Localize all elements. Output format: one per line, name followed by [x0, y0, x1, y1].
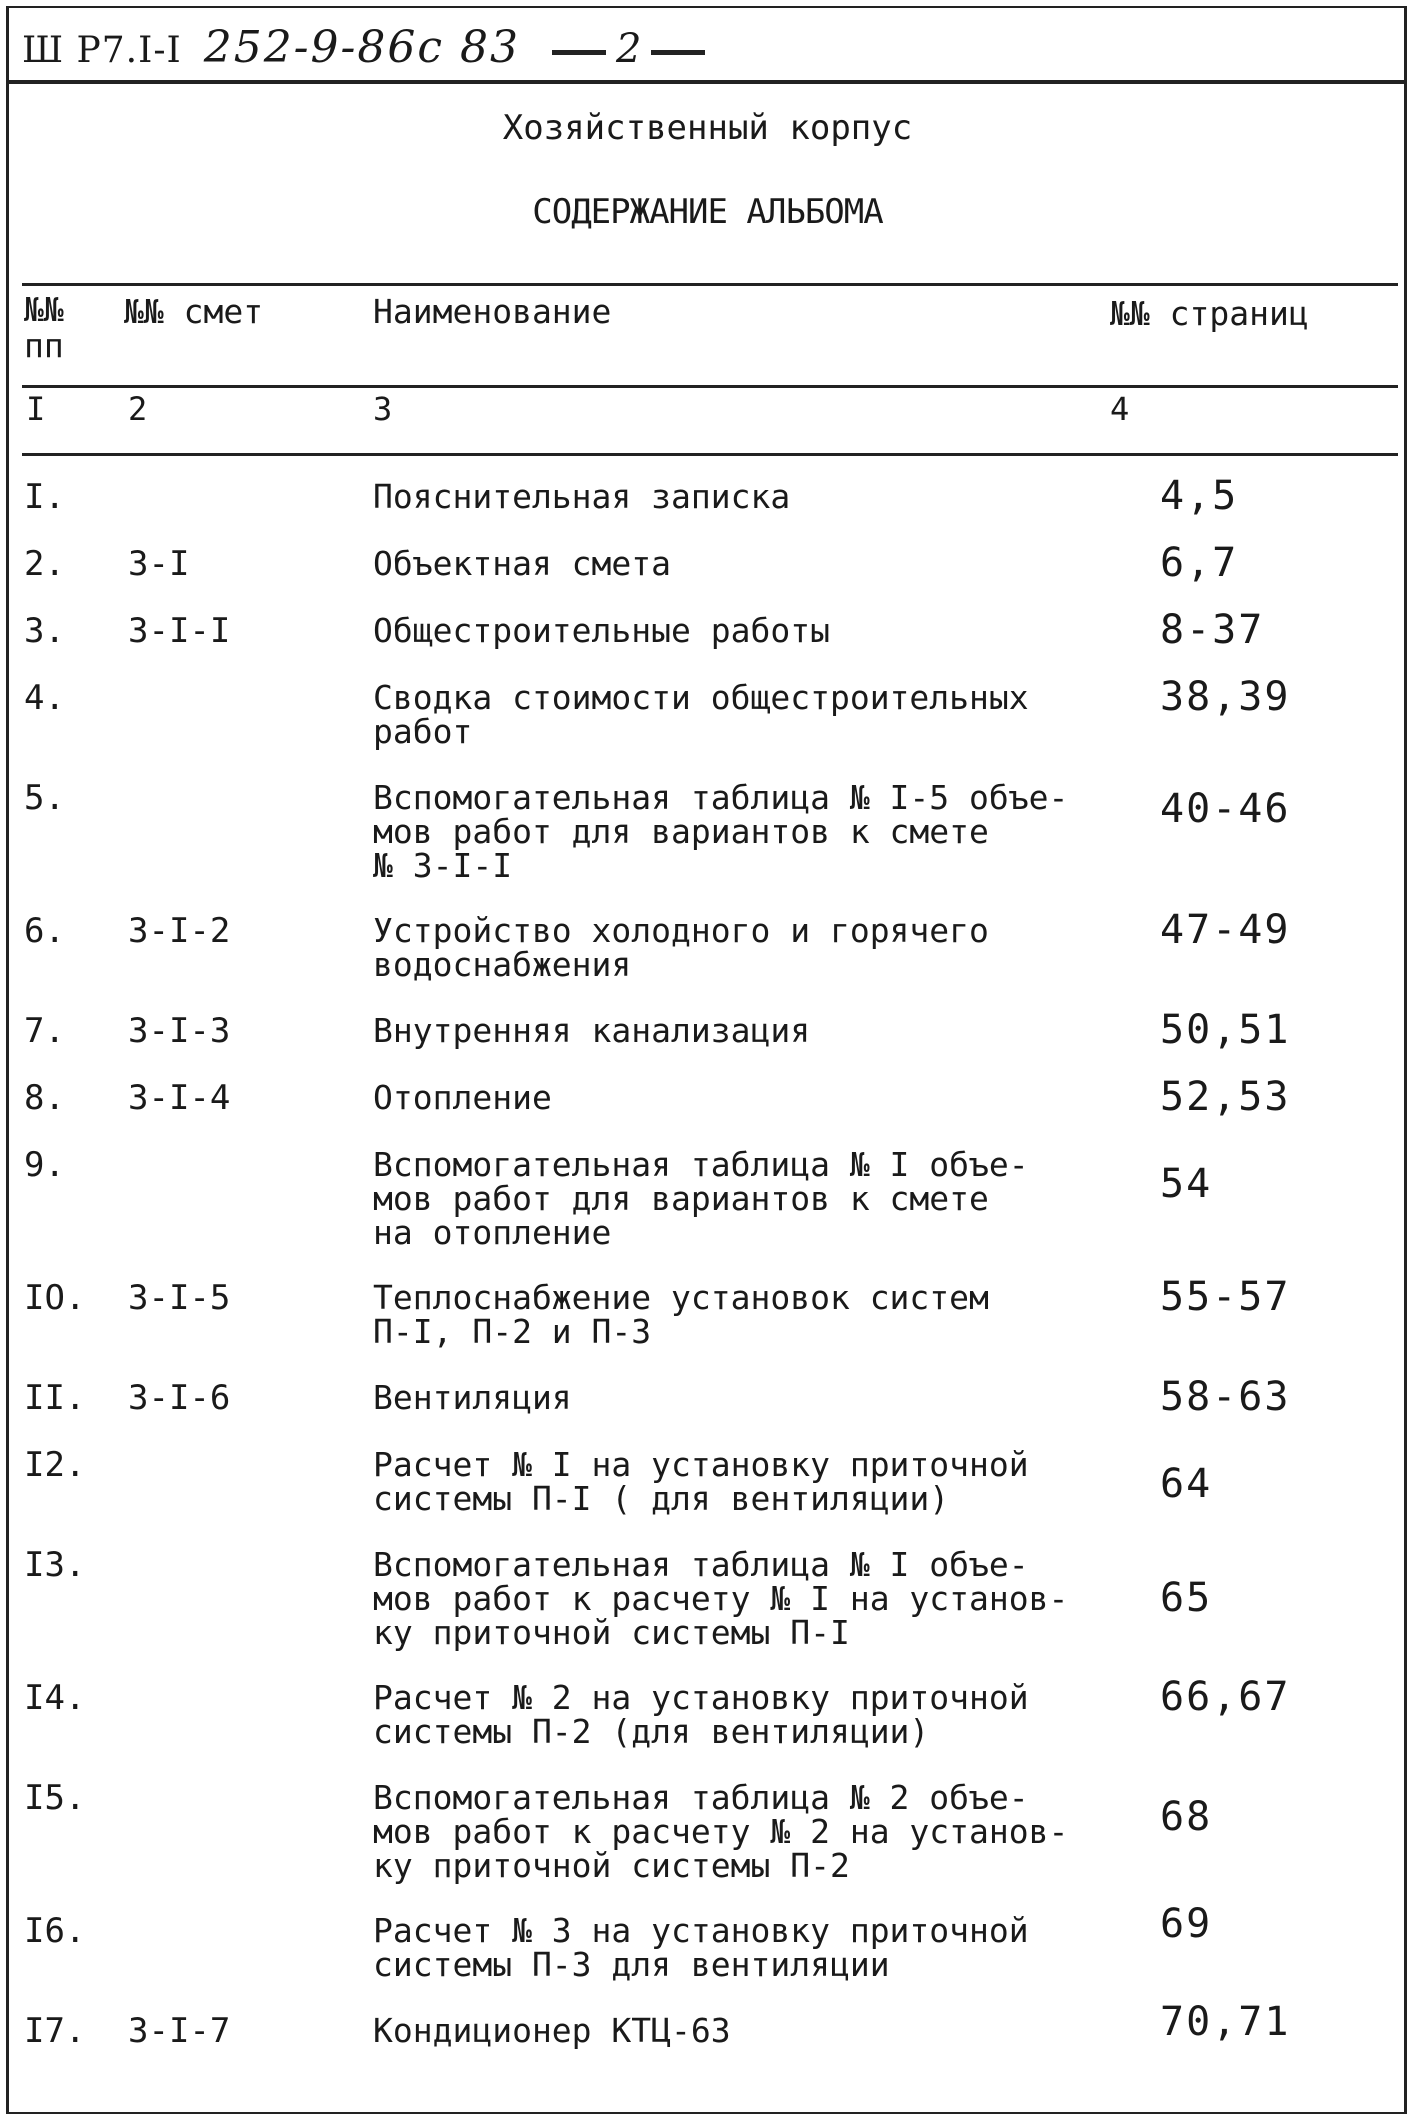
column-header-name: Наименование: [373, 292, 612, 331]
row-number: 4.: [24, 678, 65, 718]
row-name: Расчет № I на установку приточной системы П-I ( для вентиляции): [373, 1445, 1029, 1518]
row-name: Вспомогательная таблица № I объе- мов работ к расчету № I на установ- ку приточной системы П-I: [373, 1545, 1069, 1652]
row-smeta: 3-I-6: [128, 1378, 231, 1418]
row-smeta: 3-I-2: [128, 911, 231, 951]
row-number: 7.: [24, 1011, 65, 1051]
row-name: Вентиляция: [373, 1378, 572, 1417]
row-name: Внутренняя канализация: [373, 1011, 811, 1050]
row-name: Теплоснабжение установок систем П-I, П-2 и П-3: [373, 1278, 989, 1351]
column-header-num: №№ пп: [24, 290, 64, 365]
row-name: Расчет № 3 на установку приточной системы П-3 для вентиляции: [373, 1911, 1029, 1984]
row-pages: 8-37: [1160, 607, 1265, 653]
row-number: 8.: [24, 1078, 65, 1118]
column-number-2: 2: [128, 390, 148, 428]
row-pages: 38,39: [1160, 674, 1291, 720]
row-number: 9.: [24, 1145, 65, 1185]
row-smeta: 3-I-I: [128, 611, 231, 651]
row-name: Отопление: [373, 1078, 552, 1117]
row-name: Вспомогательная таблица № I-5 объе- мов работ для вариантов к смете № 3-I-I: [373, 778, 1069, 885]
row-name: Расчет № 2 на установку приточной системы П-2 (для вентиляции): [373, 1678, 1029, 1751]
row-number: IO.: [24, 1278, 86, 1318]
row-pages: 65: [1160, 1575, 1213, 1621]
stamp-number: 252-9-86с 83: [203, 22, 521, 73]
row-number: 5.: [24, 778, 65, 818]
column-header-pages: №№ страниц: [1110, 294, 1309, 333]
column-header-smeta: №№ смет: [124, 292, 264, 331]
document-title: СОДЕРЖАНИЕ АЛЬБОМА: [532, 192, 883, 232]
row-smeta: 3-I: [128, 544, 190, 584]
row-pages: 4,5: [1160, 473, 1239, 519]
row-smeta: 3-I-5: [128, 1278, 231, 1318]
row-pages: 69: [1160, 1901, 1213, 1947]
stamp-code: Ш Р7.I-I: [22, 30, 182, 71]
row-pages: 58-63: [1160, 1374, 1291, 1420]
row-pages: 47-49: [1160, 907, 1291, 953]
row-name: Устройство холодного и горячего водоснабжения: [373, 911, 989, 984]
row-name: Объектная смета: [373, 544, 672, 583]
row-name: Сводка стоимости общестроительных работ: [373, 678, 1029, 751]
row-name: Общестроительные работы: [373, 611, 830, 650]
row-number: I.: [24, 477, 65, 517]
row-number: I6.: [24, 1911, 86, 1951]
row-number: I4.: [24, 1678, 86, 1718]
row-number: I2.: [24, 1445, 86, 1485]
row-number: I3.: [24, 1545, 86, 1585]
row-pages: 6,7: [1160, 540, 1239, 586]
row-pages: 68: [1160, 1794, 1213, 1840]
column-number-3: 3: [373, 390, 393, 428]
row-pages: 66,67: [1160, 1674, 1291, 1720]
row-smeta: 3-I-3: [128, 1011, 231, 1051]
row-number: 2.: [24, 544, 65, 584]
row-pages: 50,51: [1160, 1007, 1291, 1053]
row-pages: 64: [1160, 1461, 1213, 1507]
row-number: I5.: [24, 1778, 86, 1818]
row-number: II.: [24, 1378, 86, 1418]
row-name: Вспомогательная таблица № 2 объе- мов работ к расчету № 2 на установ- ку приточной системы П-2: [373, 1778, 1069, 1885]
row-number: 3.: [24, 611, 65, 651]
row-name: Кондиционер КТЦ-63: [373, 2011, 731, 2050]
column-number-1: I: [26, 390, 46, 428]
row-number: 6.: [24, 911, 65, 951]
row-smeta: 3-I-4: [128, 1078, 231, 1118]
row-number: I7.: [24, 2011, 86, 2051]
row-name: Пояснительная записка: [373, 477, 791, 516]
row-pages: 54: [1160, 1161, 1213, 1207]
row-name: Вспомогательная таблица № I объе- мов работ для вариантов к смете на отопление: [373, 1145, 1029, 1252]
document-subtitle: Хозяйственный корпус: [502, 108, 913, 148]
row-pages: 52,53: [1160, 1074, 1291, 1120]
row-pages: 70,71: [1160, 1999, 1291, 2045]
column-number-4: 4: [1110, 390, 1130, 428]
row-smeta: 3-I-7: [128, 2011, 231, 2051]
row-pages: 40-46: [1160, 786, 1291, 832]
stamp-page-number: 2: [542, 26, 715, 72]
row-pages: 55-57: [1160, 1274, 1291, 1320]
